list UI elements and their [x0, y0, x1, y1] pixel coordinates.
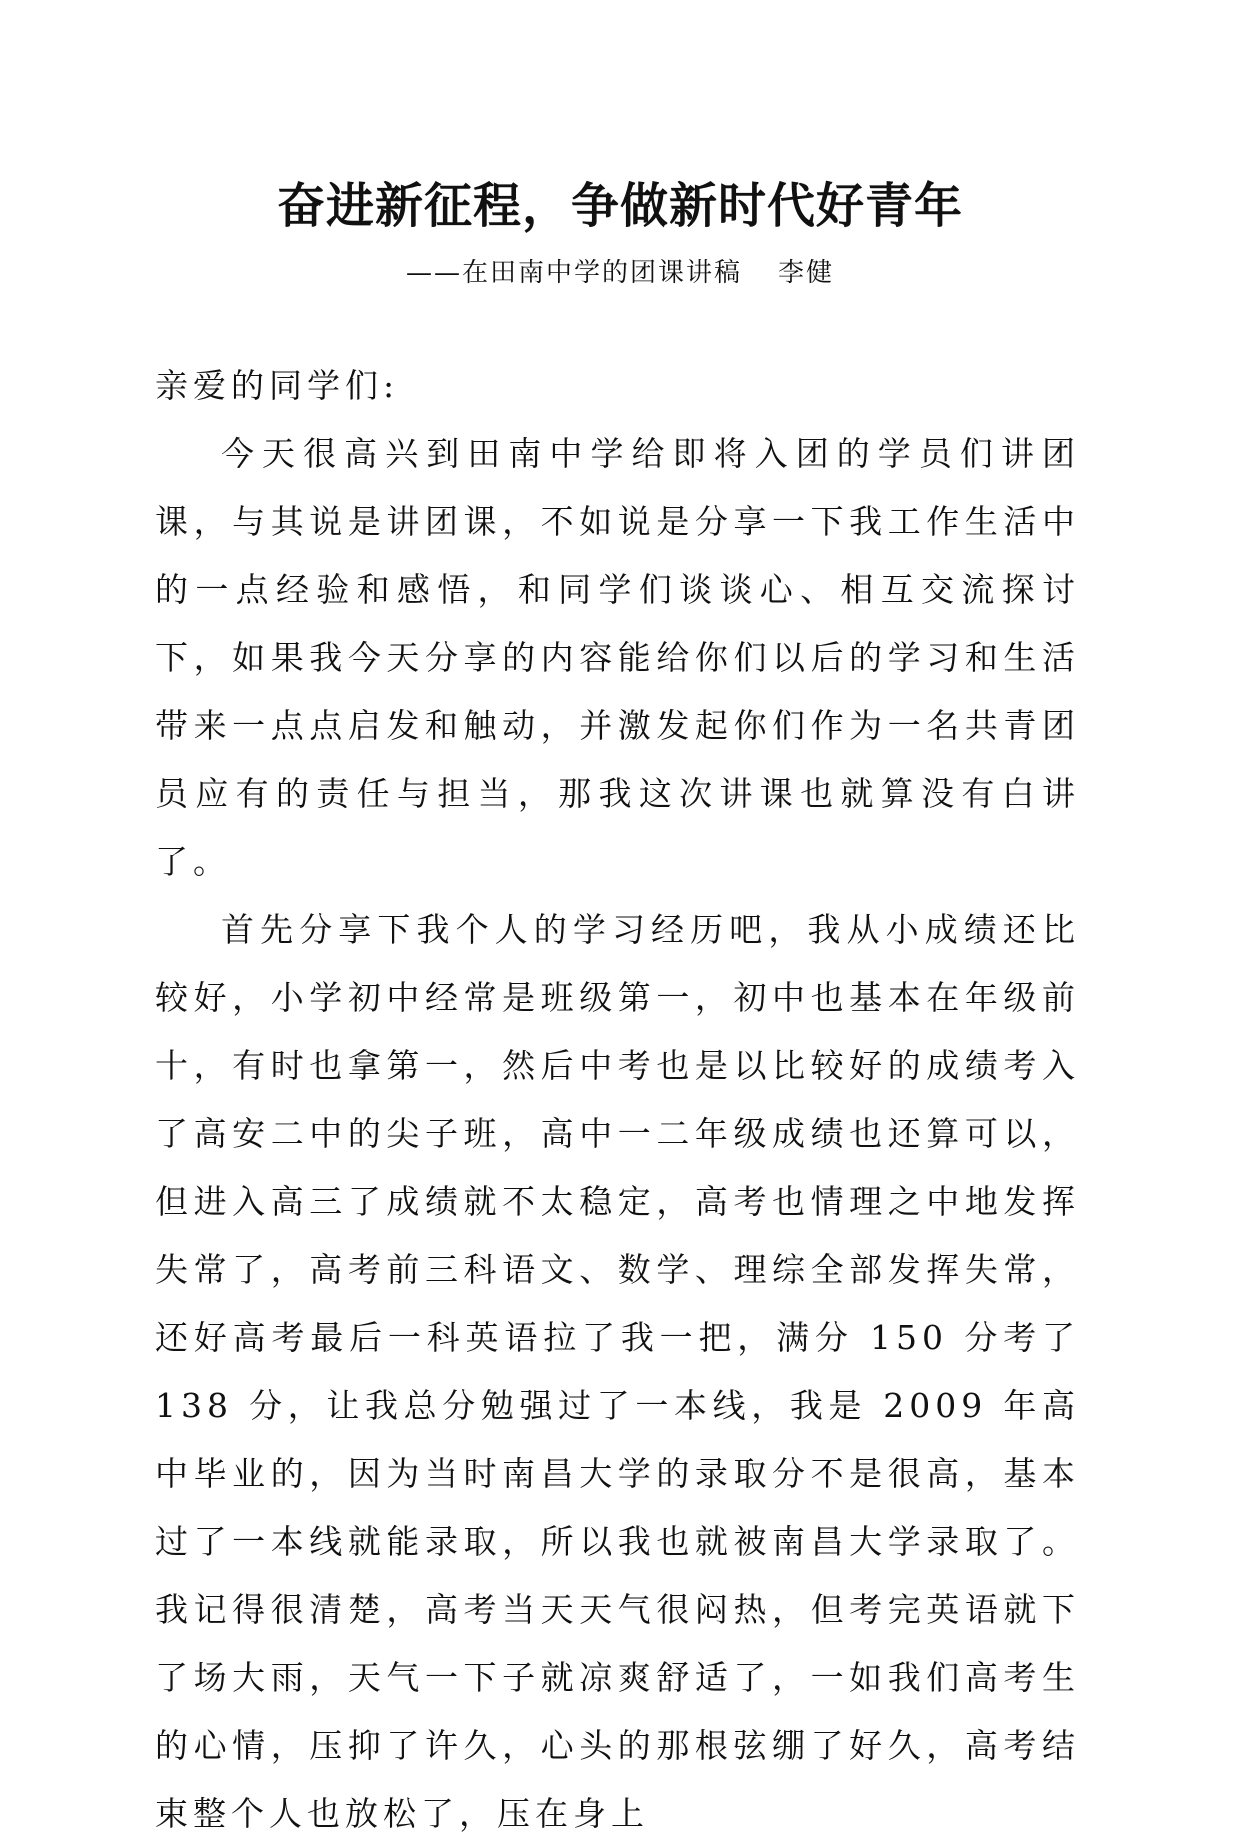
- paragraph: 首先分享下我个人的学习经历吧，我从小成绩还比较好，小学初中经常是班级第一，初中也基本在年级前十，有时也拿第一，然后中考也是以比较好的成绩考入了高安二中的尖子班，高中一二年级成绩也还算可以，但进入高三了成绩就不太稳定，高考也情理之中地发挥失常了，高考前三科语文、数学、理综全部发挥失常，还好高考最后一科英语拉了我一把，满分 150 分考了 138 分，让我总分勉强过了一本线，我是 2009 年高中毕业的，因为当时南昌大学的录取分不是很高，基本过了一本线就能录取，所以我也就被南昌大学录取了。我记得很清楚，高考当天天气很闷热，但考完英语就下了场大雨，天气一下子就凉爽舒适了，一如我们高考生的心情，压抑了许久，心头的那根弦绷了好久，高考结束整个人也放松了，压在身上: [155, 910, 1080, 1833]
- subtitle-text: ——在田南中学的团课讲稿: [405, 258, 742, 288]
- document-body: [155, 352, 1080, 1848]
- document-title: 奋进新征程，争做新时代好青年: [276, 178, 963, 234]
- document-subtitle: [0, 255, 1240, 291]
- paragraph: 今天很高兴到田南中学给即将入团的学员们讲团课，与其说是讲团课，不如说是分享一下我工作生活中的一点经验和感悟，和同学们谈谈心、相互交流探讨下，如果我今天分享的内容能给你们以后的学习和生活带来一点点启发和触动，并激发起你们作为一名共青团员应有的责任与担当，那我这次讲课也就算没有白讲了。: [155, 434, 1080, 881]
- salutation: 亲爱的同学们:: [155, 366, 400, 405]
- author-name: 李健: [778, 258, 835, 288]
